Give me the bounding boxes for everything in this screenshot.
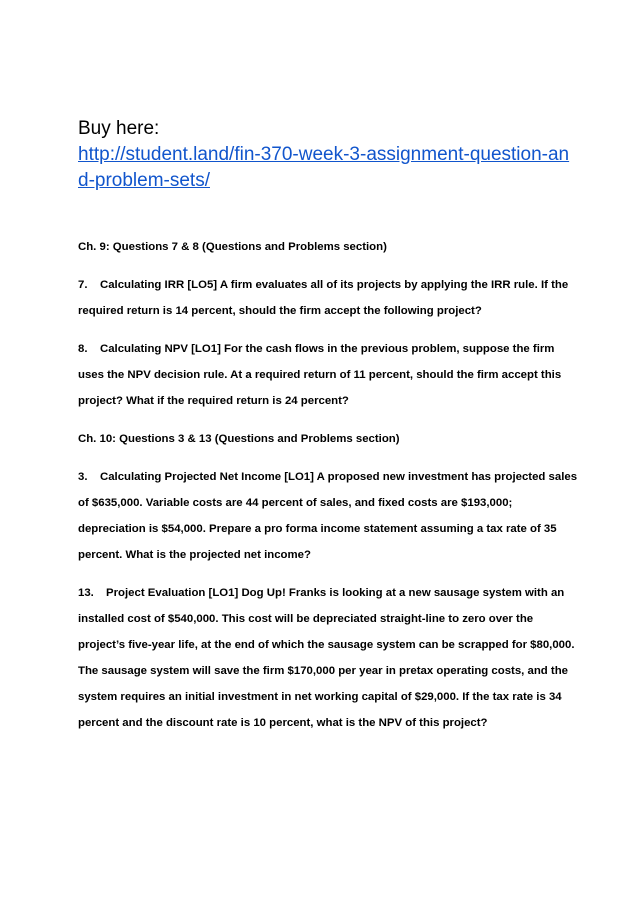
question-13-text: Project Evaluation [LO1] Dog Up! Franks is looking at a new sausage system with an installed cost of $540,000. This cost will be depreciated straight-line to zero over the project’s five-year life, at the end of which the sausage system can be scrapped for $80,000. The sausage system will save the firm $170,000 per year in pretax operating costs, and the system requires an initial investment in net working capital of $29,000. If the tax rate is 34 percent and the discount rate is 10 percent, what is the NPV of this project? [78, 587, 575, 729]
question-8-text: Calculating NPV [LO1] For the cash flows in the previous problem, suppose the firm uses the NPV decision rule. At a required return of 11 percent, should the firm accept this project? What if the required return is 24 percent? [78, 343, 562, 407]
question-13-number: 13. [78, 587, 94, 599]
question-8 [78, 336, 578, 414]
question-7-text: Calculating IRR [LO5] A firm evaluates all of its projects by applying the IRR rule. If the required return is 14 percent, should the firm accept the following project? [78, 279, 569, 317]
ch9-heading: Ch. 9: Questions 7 & 8 (Questions and Problems section) [78, 241, 387, 253]
buy-link[interactable]: http://student.land/fin-370-week-3-assignment-question-and-problem-sets/ [78, 144, 570, 191]
question-7-number: 7. [78, 279, 88, 291]
question-13 [78, 580, 578, 736]
question-3 [78, 464, 578, 568]
question-3-number: 3. [78, 471, 88, 483]
document-body [78, 116, 578, 736]
question-3-text: Calculating Projected Net Income [LO1] A proposed new investment has projected sales of $635,000. Variable costs are 44 percent of sales, and fixed costs are $193,000; depreciation is $54,000. Prepare a pro forma income statement assuming a tax rate of 35 percent. What is the projected net income? [78, 471, 578, 561]
question-7 [78, 272, 578, 324]
ch10-heading: Ch. 10: Questions 3 & 13 (Questions and Problems section) [78, 433, 400, 445]
question-8-number: 8. [78, 343, 88, 355]
buy-here-label: Buy here: [78, 118, 160, 139]
